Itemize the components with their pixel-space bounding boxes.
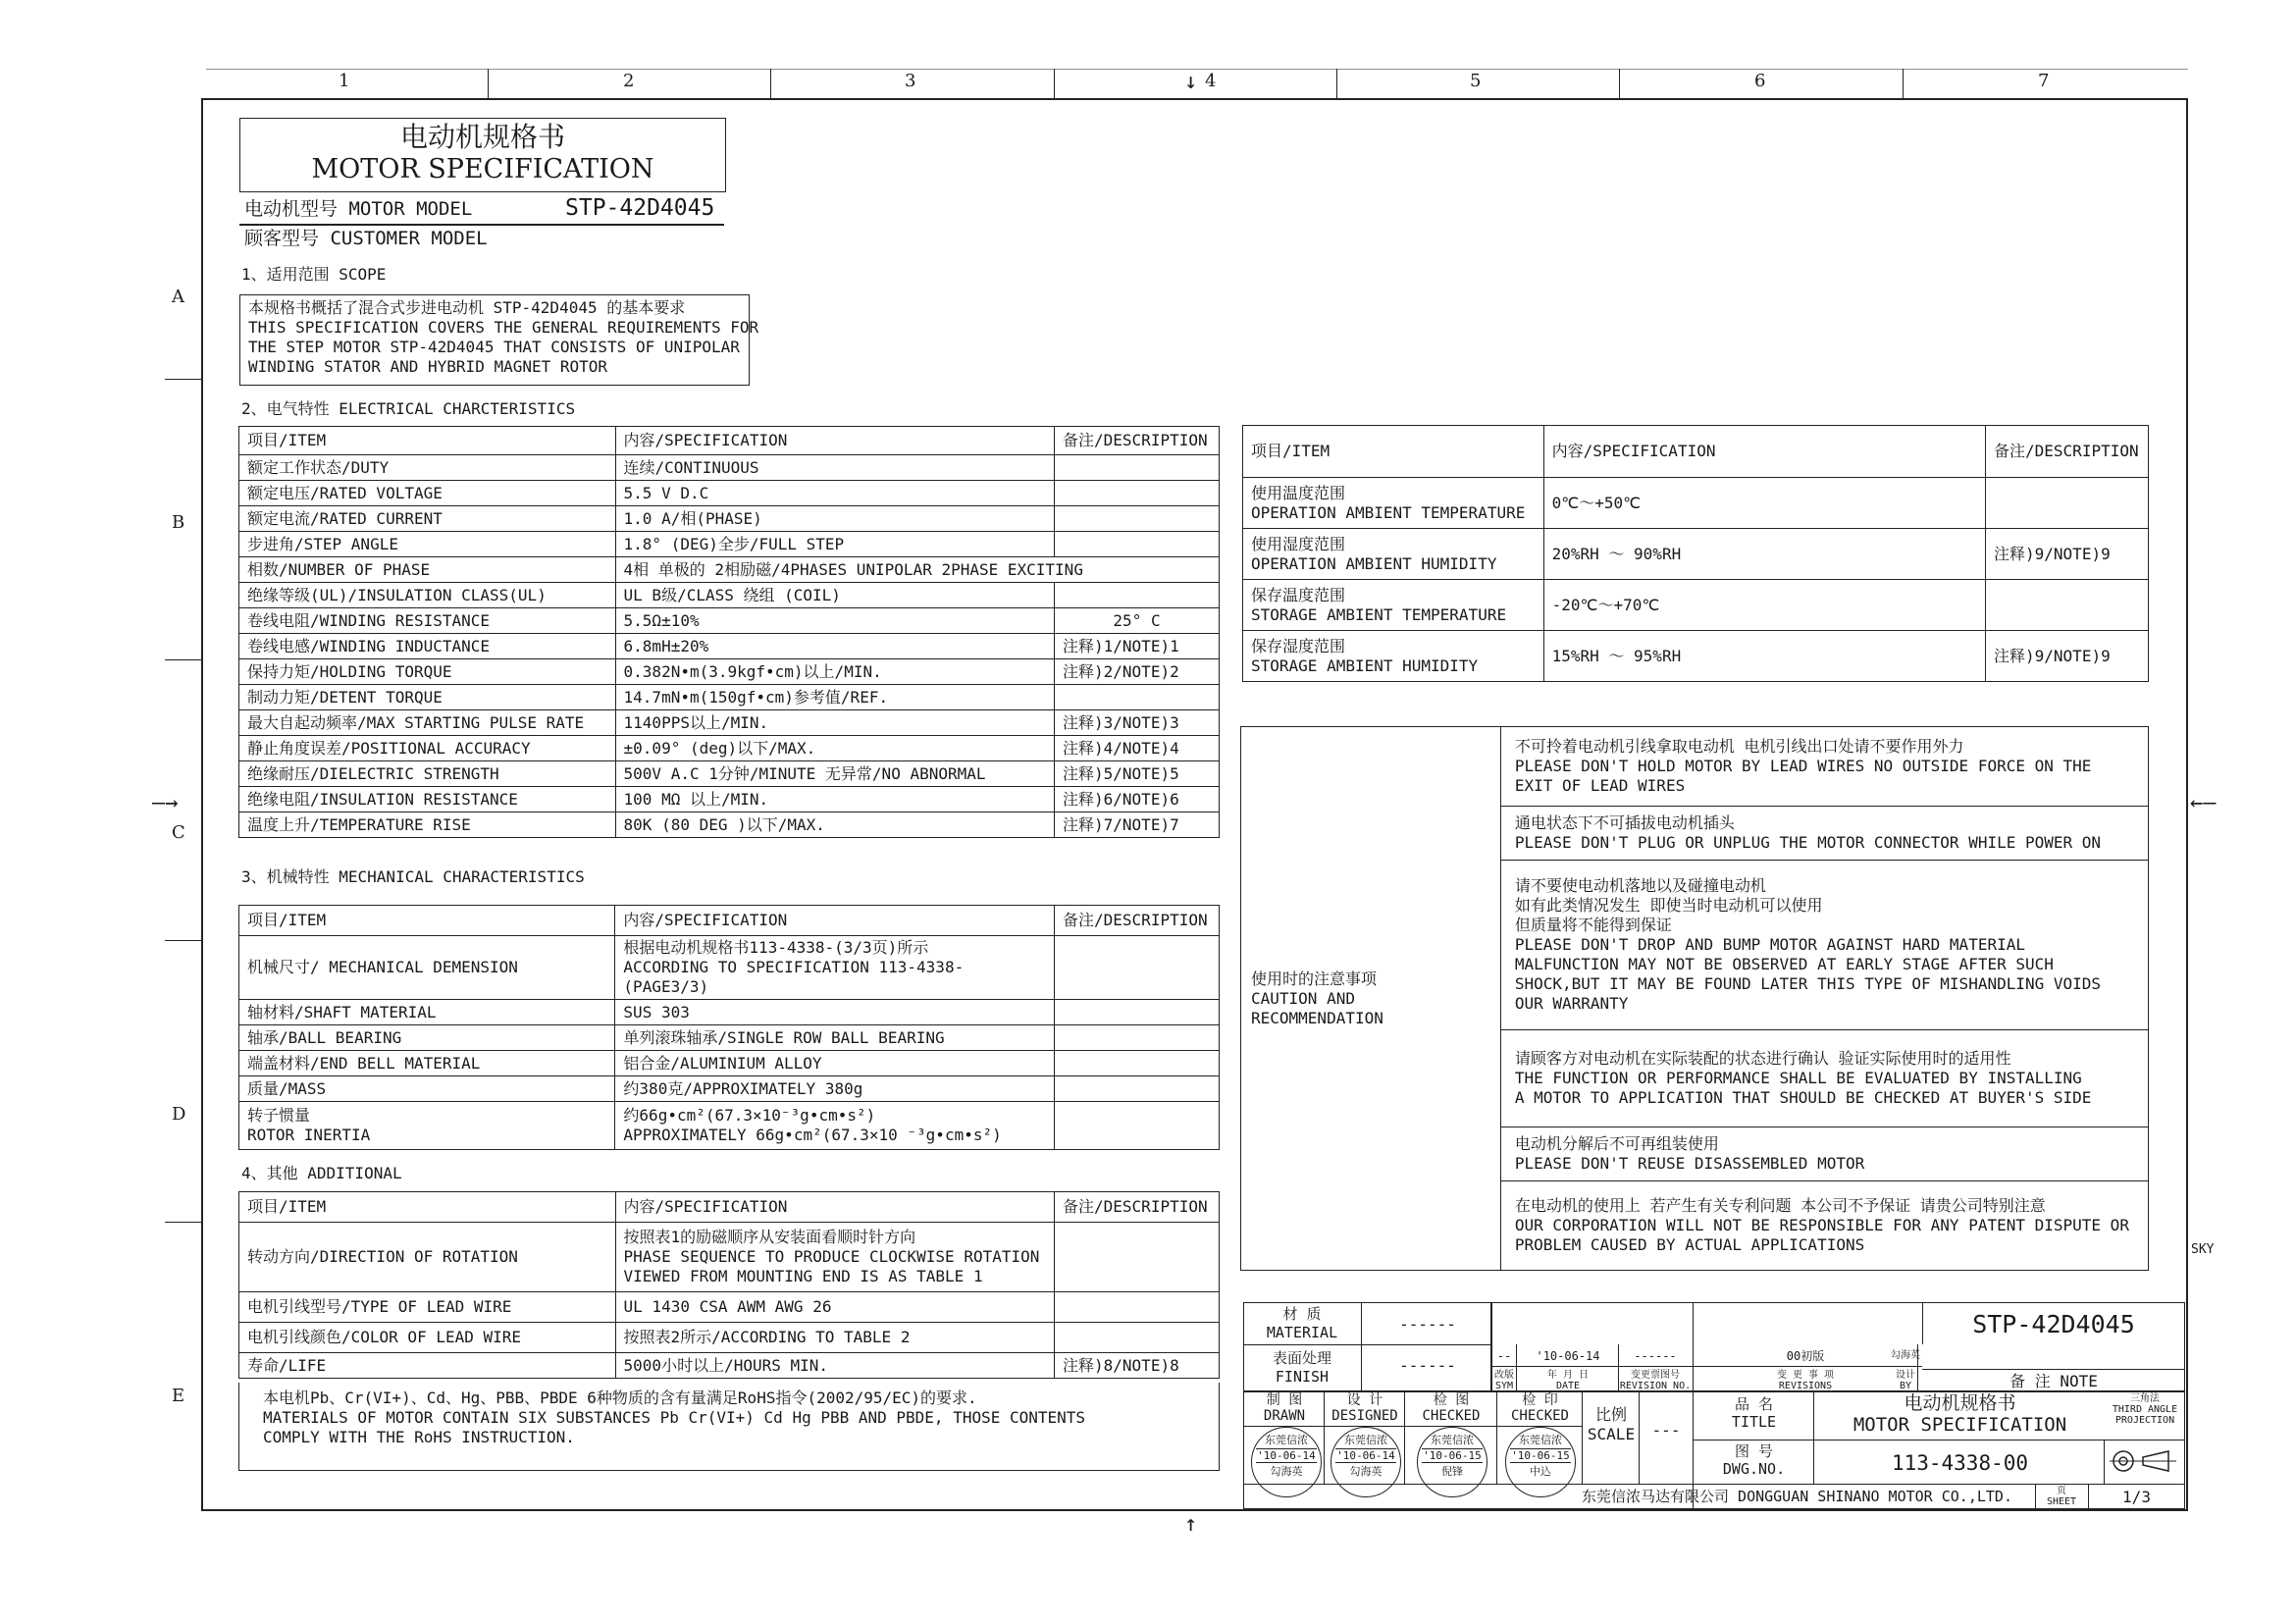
rev-header-no: 变更票图号 REVISION NO.: [1619, 1370, 1692, 1391]
company-name: 东莞信浓马达有限公司 DONGGUAN SHINANO MOTOR CO.,LTD.: [1582, 1488, 2012, 1505]
zone-row-label: C: [172, 822, 185, 843]
additional-cell: 按照表1的励磁顺序从安装面看顺时针方向 PHASE SEQUENCE TO PRODUCE CLOCKWISE ROTATION VIEWED FROM MOUNTING END IS AS TABLE 1: [615, 1223, 1054, 1292]
electrical-row: [239, 685, 1220, 710]
mechanical-cell: 转子惯量 ROTOR INERTIA: [239, 1102, 615, 1150]
electrical-row: [239, 506, 1220, 532]
mechanical-header-cell: 项目/ITEM: [239, 906, 615, 936]
caution-item: 电动机分解后不可再组装使用 PLEASE DON'T REUSE DISASSEMBLED MOTOR: [1500, 1127, 2148, 1181]
electrical-row: [239, 634, 1220, 659]
scope-line: THE STEP MOTOR STP-42D4045 THAT CONSISTS OF UNIPOLAR: [248, 338, 740, 356]
stamp-org: 东莞信浓: [1265, 1434, 1308, 1446]
additional-cell: UL 1430 CSA AWM AWG 26: [615, 1292, 1054, 1323]
additional-cell: 注释)8/NOTE)8: [1055, 1353, 1220, 1379]
motor-model-label: 电动机型号 MOTOR MODEL: [244, 198, 473, 220]
electrical-cell: 绝缘耐压/DIELECTRIC STRENGTH: [239, 761, 616, 787]
mechanical-cell: 轴材料/SHAFT MATERIAL: [239, 1000, 615, 1025]
electrical-cell: 0.382N•m(3.9kgf•cm)以上/MIN.: [615, 659, 1054, 685]
title-block-model: STP-42D4045: [1972, 1310, 2135, 1338]
electrical-cell: [1055, 481, 1220, 506]
zone-tick: [488, 69, 489, 98]
electrical-cell: 注释)3/NOTE)3: [1055, 710, 1220, 736]
stamp-date: '10-06-14: [1336, 1449, 1395, 1463]
tb-line: [1693, 1440, 2185, 1441]
environment-cell: 0℃～+50℃: [1543, 478, 1985, 529]
mechanical-cell: SUS 303: [615, 1000, 1055, 1025]
center-arrow-icon: ←—: [2190, 791, 2217, 815]
checked-stamp-label: 检 印 CHECKED: [1510, 1392, 1569, 1424]
mechanical-row: [239, 1076, 1220, 1102]
electrical-cell: 步进角/STEP ANGLE: [239, 532, 616, 557]
tb-line: [1516, 1344, 1517, 1390]
material-value: ------: [1399, 1315, 1456, 1334]
mechanical-cell: 单列滚珠轴承/SINGLE ROW BALL BEARING: [615, 1025, 1055, 1051]
additional-cell: 转动方向/DIRECTION OF ROTATION: [239, 1223, 616, 1292]
electrical-header-cell: 备注/DESCRIPTION: [1055, 427, 1220, 455]
zone-tick: [165, 940, 201, 941]
additional-table: [238, 1191, 1220, 1379]
electrical-header-cell: 项目/ITEM: [239, 427, 616, 455]
drawn-label: 制 图 DRAWN: [1263, 1392, 1306, 1424]
environment-cell: [1986, 580, 2149, 631]
scope-heading: 1、适用范围 SCOPE: [241, 265, 387, 284]
environment-cell: 使用湿度范围 OPERATION AMBIENT HUMIDITY: [1243, 529, 1544, 580]
mechanical-cell: 根据电动机规格书113-4338-(3/3页)所示 ACCORDING TO SPECIFICATION 113-4338-(PAGE3/3): [615, 936, 1055, 1000]
third-angle-projection-icon: [2110, 1447, 2178, 1475]
finish-value: ------: [1399, 1356, 1456, 1375]
checked-label: 检 图 CHECKED: [1422, 1392, 1481, 1424]
tb-line: [1324, 1390, 1325, 1484]
caution-item: 请顾客方对电动机在实际装配的状态进行确认 验证实际使用时的适用性 THE FUNCTION OR PERFORMANCE SHALL BE EVALUATED BY INSTALLING A MOTOR TO APPLICATION THAT SHOULD BE CHECKED AT BUYER'S SIDE: [1500, 1030, 2148, 1127]
approval-stamp: [1251, 1427, 1322, 1497]
rev-header-by: 设计 BY: [1896, 1370, 1915, 1391]
mechanical-cell: 约66g•cm²(67.3×10⁻³g•cm•s²) APPROXIMATELY 66g•cm²(67.3×10 ⁻³g•cm•s²): [615, 1102, 1055, 1150]
tb-line: [2035, 1484, 2036, 1509]
title-en: MOTOR SPECIFICATION: [311, 154, 654, 184]
electrical-cell: 卷线电感/WINDING INDUCTANCE: [239, 634, 616, 659]
environment-row: [1243, 478, 2149, 529]
electrical-cell: 6.8mH±20%: [615, 634, 1054, 659]
electrical-row: [239, 659, 1220, 685]
additional-header-cell: 内容/SPECIFICATION: [615, 1192, 1054, 1223]
motor-model-value: STP-42D4045: [565, 195, 715, 221]
additional-cell: 电机引线型号/TYPE OF LEAD WIRE: [239, 1292, 616, 1323]
tb-line: [1490, 1366, 1922, 1367]
electrical-cell: 注释)4/NOTE)4: [1055, 736, 1220, 761]
additional-cell: 电机引线颜色/COLOR OF LEAD WIRE: [239, 1323, 616, 1353]
electrical-cell: 5.5 V D.C: [615, 481, 1054, 506]
zone-row-label: A: [172, 287, 184, 307]
electrical-row: [239, 812, 1220, 838]
additional-row: [239, 1323, 1220, 1353]
mechanical-header-cell: 内容/SPECIFICATION: [615, 906, 1055, 936]
projection-label: 三角法 THIRD ANGLE PROJECTION: [2112, 1393, 2178, 1426]
mechanical-cell: 铝合金/ALUMINIUM ALLOY: [615, 1051, 1055, 1076]
caution-table: [1240, 726, 2149, 1271]
electrical-cell: 最大自起动频率/MAX STARTING PULSE RATE: [239, 710, 616, 736]
stamp-org: 东莞信浓: [1519, 1434, 1562, 1446]
electrical-row: [239, 710, 1220, 736]
scope-line: WINDING STATOR AND HYBRID MAGNET ROTOR: [248, 357, 608, 376]
electrical-cell: 4相 单极的 2相励磁/4PHASES UNIPOLAR 2PHASE EXCITING: [615, 557, 1219, 583]
additional-cell: [1055, 1223, 1220, 1292]
rohs-line: COMPLY WITH THE RoHS INSTRUCTION.: [263, 1428, 575, 1446]
additional-heading: 4、其他 ADDITIONAL: [241, 1164, 402, 1182]
electrical-header-row: [239, 427, 1220, 455]
rev-date: '10-06-14: [1536, 1349, 1600, 1363]
electrical-cell: 额定工作状态/DUTY: [239, 455, 616, 481]
note-label: 备 注 NOTE: [2009, 1372, 2098, 1390]
electrical-cell: 注释)6/NOTE)6: [1055, 787, 1220, 812]
rev-sym: --: [1496, 1349, 1512, 1363]
zone-tick: [1336, 69, 1337, 98]
electrical-cell: 制动力矩/DETENT TORQUE: [239, 685, 616, 710]
electrical-cell: 额定电压/RATED VOLTAGE: [239, 481, 616, 506]
environment-header-cell: 内容/SPECIFICATION: [1543, 426, 1985, 478]
zone-tick: [165, 1222, 201, 1223]
environment-cell: 注释)9/NOTE)9: [1986, 529, 2149, 580]
stamp-name: 勾海英: [1349, 1465, 1383, 1479]
zone-tick: [165, 379, 201, 380]
tb-line: [1922, 1302, 1923, 1344]
rohs-box: [238, 1383, 1220, 1471]
electrical-cell: 14.7mN•m(150gf•cm)参考值/REF.: [615, 685, 1054, 710]
rev-header-date: 年 月 日 DATE: [1546, 1370, 1590, 1391]
designed-label: 设 计 DESIGNED: [1331, 1392, 1398, 1424]
frame-left: [201, 98, 203, 1511]
environment-table: [1242, 425, 2149, 682]
rev-desc: 00初版: [1786, 1349, 1825, 1363]
frame-top: [201, 98, 2188, 100]
electrical-cell: 500V A.C 1分钟/MINUTE 无异常/NO ABNORMAL: [615, 761, 1054, 787]
finish-label: 表面处理 FINISH: [1272, 1349, 1331, 1386]
mechanical-cell: 机械尺寸/ MECHANICAL DEMENSION: [239, 936, 615, 1000]
tb-line: [1922, 1369, 2185, 1370]
zone-tick: [770, 69, 771, 98]
environment-cell: 15%RH ～ 95%RH: [1543, 631, 1985, 682]
mechanical-row: [239, 1051, 1220, 1076]
mechanical-cell: 质量/MASS: [239, 1076, 615, 1102]
additional-row: [239, 1223, 1220, 1292]
environment-cell: [1986, 478, 2149, 529]
mechanical-row: [239, 1102, 1220, 1150]
title-value: 电动机规格书 MOTOR SPECIFICATION: [1852, 1392, 2067, 1436]
rev-no: ------: [1634, 1349, 1677, 1363]
mechanical-cell: [1055, 1102, 1220, 1150]
additional-header-row: [239, 1192, 1220, 1223]
approval-stamp: [1417, 1427, 1487, 1497]
environment-cell: 20%RH ～ 90%RH: [1543, 529, 1985, 580]
material-label: 材 质 MATERIAL: [1266, 1305, 1338, 1341]
additional-cell: 按照表2所示/ACCORDING TO TABLE 2: [615, 1323, 1054, 1353]
caution-item: 不可拎着电动机引线拿取电动机 电机引线出口处请不要作用外力 PLEASE DON'T HOLD MOTOR BY LEAD WIRES NO OUTSIDE FORCE ON THE EXIT OF LEAD WIRES: [1500, 727, 2148, 807]
environment-row: [1243, 529, 2149, 580]
model-underline: [239, 224, 724, 226]
tb-line: [1582, 1390, 1583, 1484]
stamp-org: 东莞信浓: [1431, 1434, 1474, 1446]
electrical-header-cell: 内容/SPECIFICATION: [615, 427, 1054, 455]
scale-value: ---: [1651, 1421, 1681, 1440]
title-cn: 电动机规格书: [399, 121, 565, 153]
rev-header-sym: 改版 SYM: [1494, 1370, 1514, 1391]
tb-line: [1639, 1390, 1640, 1484]
electrical-table: [238, 426, 1220, 838]
zone-tick: [1903, 69, 1904, 98]
electrical-cell: UL B级/CLASS 绕组 (COIL): [615, 583, 1054, 608]
center-arrow-icon: —→: [152, 791, 179, 815]
scope-line: 本规格书概括了混合式步进电动机 STP-42D4045 的基本要求: [248, 298, 686, 317]
environment-header-row: [1243, 426, 2149, 478]
scope-line: THIS SPECIFICATION COVERS THE GENERAL REQUIREMENTS FOR: [248, 318, 759, 337]
tb-line: [1693, 1302, 1694, 1509]
scale-label: 比例 SCALE: [1587, 1405, 1636, 1443]
tb-line: [2088, 1484, 2089, 1509]
electrical-cell: 100 MΩ 以上/MIN.: [615, 787, 1054, 812]
electrical-cell: 注释)5/NOTE)5: [1055, 761, 1220, 787]
mechanical-cell: 端盖材料/END BELL MATERIAL: [239, 1051, 615, 1076]
tb-line: [1404, 1390, 1405, 1484]
mechanical-cell: 轴承/BALL BEARING: [239, 1025, 615, 1051]
additional-header-cell: 备注/DESCRIPTION: [1055, 1192, 1220, 1223]
approval-stamp: [1331, 1427, 1401, 1497]
mechanical-cell: [1055, 1051, 1220, 1076]
center-arrow-icon: ↑: [1184, 1512, 1198, 1537]
electrical-row: [239, 736, 1220, 761]
tb-line: [1813, 1390, 1814, 1484]
side-mark: SKY: [2191, 1242, 2215, 1257]
mechanical-cell: 约380克/APPROXIMATELY 380g: [615, 1076, 1055, 1102]
caution-item: 在电动机的使用上 若产生有关专利问题 本公司不予保证 请贵公司特别注意 OUR CORPORATION WILL NOT BE RESPONSIBLE FOR ANY PATENT DISPUTE OR PROBLEM CAUSED BY ACTUAL APPLICATIONS: [1500, 1181, 2148, 1271]
zone-col-label: 2: [623, 71, 635, 91]
environment-cell: -20℃～+70℃: [1543, 580, 1985, 631]
center-arrow-icon: ↓: [1184, 70, 1198, 94]
mechanical-row: [239, 1000, 1220, 1025]
electrical-cell: 保持力矩/HOLDING TORQUE: [239, 659, 616, 685]
zone-col-label: 5: [1470, 71, 1482, 91]
tb-line: [1243, 1344, 1490, 1345]
customer-model-label: 顾客型号 CUSTOMER MODEL: [244, 228, 488, 249]
electrical-cell: 注释)1/NOTE)1: [1055, 634, 1220, 659]
additional-cell: [1055, 1323, 1220, 1353]
rohs-line: 本电机Pb、Cr(VI+)、Cd、Hg、PBB、PBDE 6种物质的含有量满足RoHS指令(2002/95/EC)的要求.: [263, 1388, 977, 1407]
zone-row-label: E: [172, 1386, 185, 1406]
additional-cell: 寿命/LIFE: [239, 1353, 616, 1379]
spec-title-box: [239, 118, 726, 192]
additional-cell: [1055, 1292, 1220, 1323]
electrical-cell: 额定电流/RATED CURRENT: [239, 506, 616, 532]
stamp-org: 东莞信浓: [1344, 1434, 1387, 1446]
electrical-cell: 卷线电阻/WINDING RESISTANCE: [239, 608, 616, 634]
zone-col-label: 3: [905, 71, 916, 91]
zone-row-label: B: [172, 512, 185, 533]
scope-box: [239, 294, 759, 386]
zone-tick: [1054, 69, 1055, 98]
electrical-cell: 1.0 A/相(PHASE): [615, 506, 1054, 532]
sheet-label: 页 SHEET: [2046, 1486, 2077, 1507]
zone-col-label: 1: [339, 71, 350, 91]
electrical-cell: 5.5Ω±10%: [615, 608, 1054, 634]
electrical-cell: 绝缘电阻/INSULATION RESISTANCE: [239, 787, 616, 812]
mechanical-cell: [1055, 1076, 1220, 1102]
electrical-cell: 25° C: [1055, 608, 1220, 634]
approval-stamp: [1505, 1427, 1576, 1497]
environment-header-cell: 备注/DESCRIPTION: [1986, 426, 2149, 478]
rev-by: 勾海英: [1891, 1350, 1920, 1361]
stamp-date: '10-06-15: [1511, 1449, 1570, 1463]
stamp-name: 中込: [1530, 1465, 1551, 1479]
environment-row: [1243, 631, 2149, 682]
sheet-value: 1/3: [2122, 1488, 2151, 1506]
environment-cell: 保存温度范围 STORAGE AMBIENT TEMPERATURE: [1243, 580, 1544, 631]
electrical-cell: [1055, 506, 1220, 532]
zone-row-label: D: [172, 1104, 186, 1125]
electrical-row: [239, 787, 1220, 812]
stamp-date: '10-06-14: [1257, 1449, 1316, 1463]
mechanical-row: [239, 1025, 1220, 1051]
mechanical-header-cell: 备注/DESCRIPTION: [1055, 906, 1220, 936]
zone-col-label: 6: [1754, 71, 1766, 91]
environment-row: [1243, 580, 2149, 631]
environment-cell: 注释)9/NOTE)9: [1986, 631, 2149, 682]
environment-header-cell: 项目/ITEM: [1243, 426, 1544, 478]
mechanical-header-row: [239, 906, 1220, 936]
additional-header-cell: 项目/ITEM: [239, 1192, 616, 1223]
electrical-cell: [1055, 685, 1220, 710]
stamp-date: '10-06-15: [1423, 1449, 1482, 1463]
environment-cell: 使用温度范围 OPERATION AMBIENT TEMPERATURE: [1243, 478, 1544, 529]
mechanical-cell: [1055, 1025, 1220, 1051]
title-label: 品 名 TITLE: [1731, 1395, 1777, 1431]
dwg-no-label: 图 号 DWG.NO.: [1722, 1442, 1786, 1478]
rohs-line: MATERIALS OF MOTOR CONTAIN SIX SUBSTANCES Pb Cr(VI+) Cd Hg PBB AND PBDE, THOSE CONTENTS: [263, 1408, 1086, 1427]
zone-tick: [1619, 69, 1620, 98]
mechanical-cell: [1055, 936, 1220, 1000]
electrical-heading: 2、电气特性 ELECTRICAL CHARCTERISTICS: [241, 399, 576, 418]
electrical-cell: 绝缘等级(UL)/INSULATION CLASS(UL): [239, 583, 616, 608]
electrical-cell: 80K (80 DEG )以下/MAX.: [615, 812, 1054, 838]
caution-label: 使用时的注意事项 CAUTION AND RECOMMENDATION: [1241, 727, 1501, 1271]
stamp-name: 倪锋: [1441, 1465, 1463, 1479]
electrical-cell: [1055, 583, 1220, 608]
electrical-row: [239, 761, 1220, 787]
dwg-no-value: 113-4338-00: [1891, 1451, 2029, 1475]
electrical-cell: 温度上升/TEMPERATURE RISE: [239, 812, 616, 838]
electrical-row: [239, 532, 1220, 557]
tb-line: [1496, 1390, 1497, 1484]
tb-line: [1361, 1302, 1362, 1390]
tb-line: [1243, 1426, 1582, 1427]
additional-row: [239, 1353, 1220, 1379]
mechanical-heading: 3、机械特性 MECHANICAL CHARACTERISTICS: [241, 867, 585, 886]
frame-right: [2186, 98, 2188, 1511]
environment-cell: 保存湿度范围 STORAGE AMBIENT HUMIDITY: [1243, 631, 1544, 682]
rev-header-desc: 变 更 事 项 REVISIONS: [1776, 1370, 1835, 1391]
electrical-cell: 1.8° (DEG)全步/FULL STEP: [615, 532, 1054, 557]
additional-row: [239, 1292, 1220, 1323]
mechanical-table: [238, 905, 1220, 1150]
mechanical-cell: [1055, 1000, 1220, 1025]
electrical-row: [239, 608, 1220, 634]
electrical-row: [239, 557, 1220, 583]
electrical-row: [239, 455, 1220, 481]
electrical-row: [239, 583, 1220, 608]
mechanical-row: [239, 936, 1220, 1000]
zone-col-label: 7: [2038, 71, 2050, 91]
electrical-cell: 相数/NUMBER OF PHASE: [239, 557, 616, 583]
electrical-row: [239, 481, 1220, 506]
zone-tick: [165, 659, 201, 660]
electrical-cell: 注释)2/NOTE)2: [1055, 659, 1220, 685]
caution-item: 通电状态下不可插拔电动机插头 PLEASE DON'T PLUG OR UNPLUG THE MOTOR CONNECTOR WHILE POWER ON: [1500, 807, 2148, 861]
electrical-cell: 连续/CONTINUOUS: [615, 455, 1054, 481]
electrical-cell: [1055, 532, 1220, 557]
zone-col-label: 4: [1205, 71, 1217, 91]
additional-cell: 5000小时以上/HOURS MIN.: [615, 1353, 1054, 1379]
electrical-cell: ±0.09° (deg)以下/MAX.: [615, 736, 1054, 761]
electrical-cell: 注释)7/NOTE)7: [1055, 812, 1220, 838]
electrical-cell: 1140PPS以上/MIN.: [615, 710, 1054, 736]
stamp-name: 勾海英: [1270, 1465, 1303, 1479]
caution-item: 请不要使电动机落地以及碰撞电动机 如有此类情况发生 即使当时电动机可以使用 但质量将不能得到保证 PLEASE DON'T DROP AND BUMP MOTOR AGAINST HARD MATERIAL MALFUNCTION MAY NOT BE OBSERVED AT EARLY STAGE AFTER SUCH SHOCK,BUT IT MAY BE FOUND LATER THIS TYPE OF MISHANDLING VOIDS OUR WARRANTY: [1500, 861, 2148, 1030]
electrical-cell: [1055, 455, 1220, 481]
caution-row: [1241, 727, 2149, 807]
electrical-cell: 静止角度误差/POSITIONAL ACCURACY: [239, 736, 616, 761]
